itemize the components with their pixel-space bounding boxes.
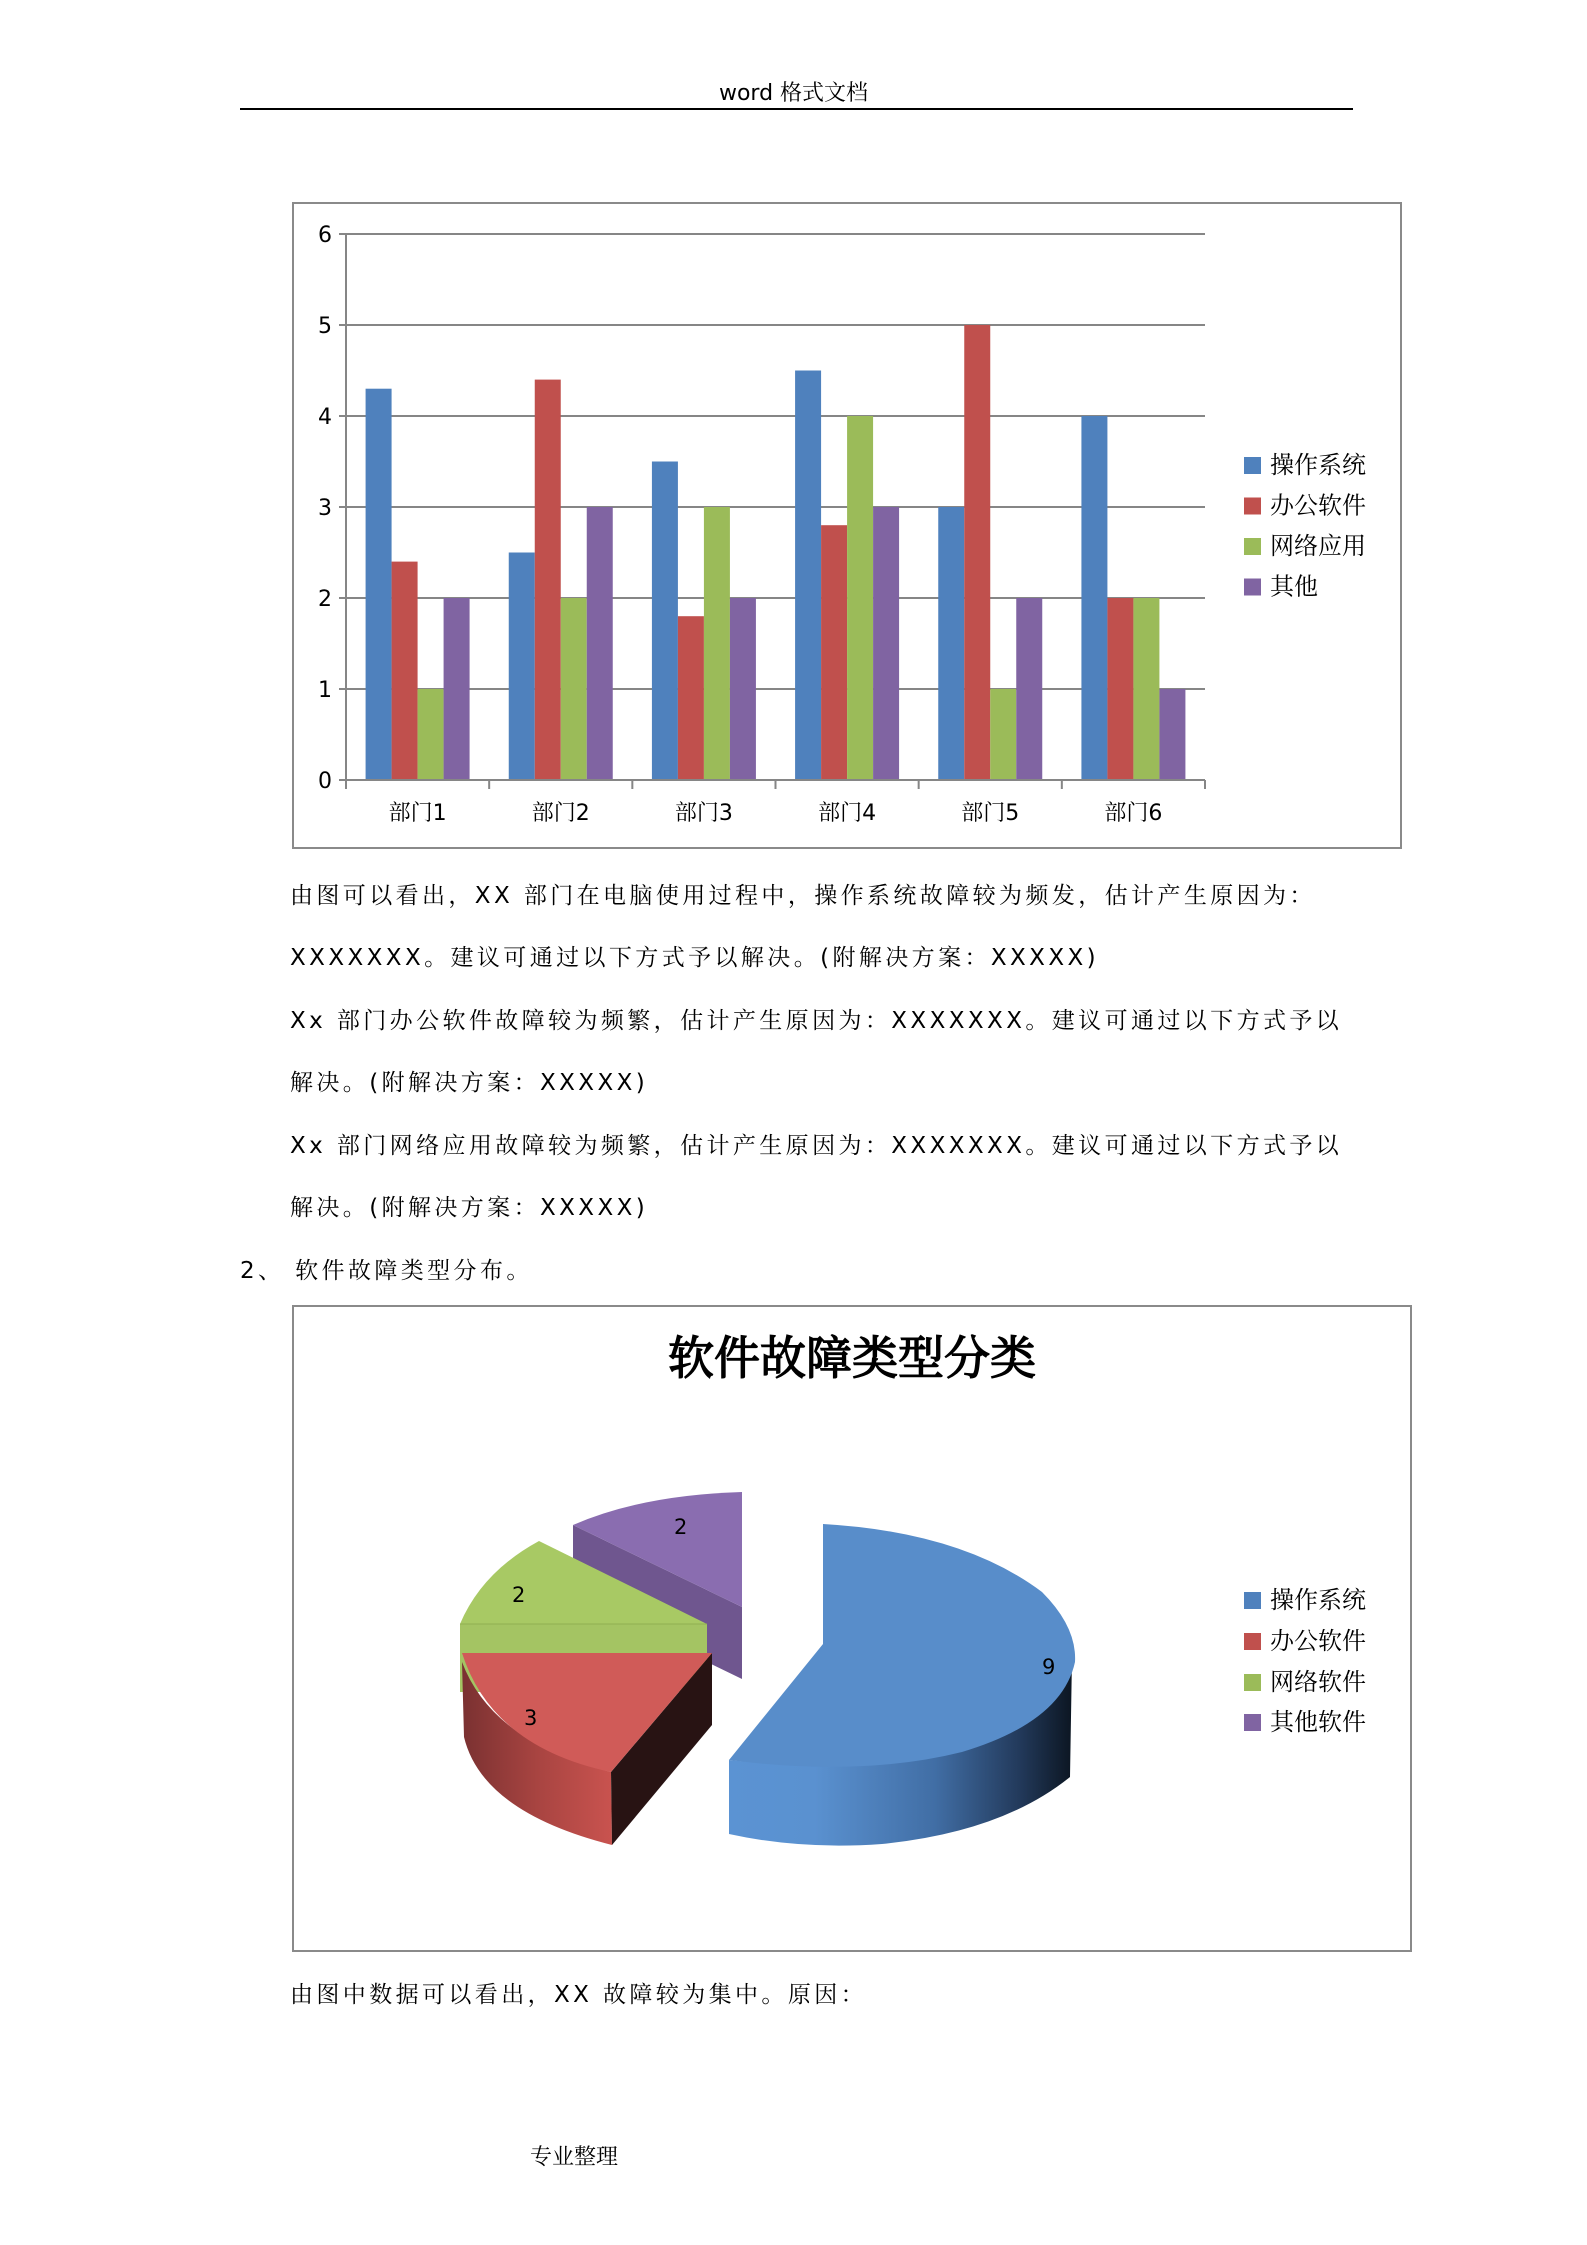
x-tick-label: 部门1 bbox=[388, 801, 447, 826]
y-tick-label: 6 bbox=[318, 223, 332, 248]
legend-label: 网络应用 bbox=[1270, 532, 1366, 560]
bar bbox=[535, 380, 561, 780]
pie-label-other: 2 bbox=[674, 1515, 688, 1539]
x-tick-label: 部门4 bbox=[818, 801, 877, 826]
bar bbox=[1107, 598, 1133, 780]
bar bbox=[704, 507, 730, 780]
bar bbox=[873, 507, 899, 780]
legend-label: 操作系统 bbox=[1270, 451, 1366, 479]
bar bbox=[678, 616, 704, 780]
bar bbox=[1081, 416, 1107, 780]
legend-label: 办公软件 bbox=[1270, 1627, 1366, 1655]
analysis-text-line: 解决。(附解决方案：XXXXX) bbox=[290, 1195, 649, 1221]
analysis-text-line: Xx 部门网络应用故障较为频繁，估计产生原因为：XXXXXXX。建议可通过以下方式予以 bbox=[290, 1133, 1343, 1159]
pie-chart-canvas bbox=[294, 1307, 1410, 1950]
legend-swatch bbox=[1244, 1674, 1261, 1691]
section-heading: 2、 软件故障类型分布。 bbox=[240, 1258, 533, 1284]
bar bbox=[1016, 598, 1042, 780]
bar bbox=[1133, 598, 1159, 780]
pie-slice-office bbox=[462, 1653, 712, 1845]
bar bbox=[366, 389, 392, 780]
x-tick-label: 部门5 bbox=[961, 801, 1020, 826]
bar-y-tick-labels bbox=[318, 223, 332, 794]
bar-axes bbox=[346, 234, 1205, 789]
pie-chart bbox=[292, 1305, 1412, 1952]
bar bbox=[561, 598, 587, 780]
page-footer: 专业整理 bbox=[530, 2145, 619, 2170]
legend-label: 网络软件 bbox=[1270, 1668, 1366, 1696]
bar-legend bbox=[1244, 451, 1366, 601]
pie-label-office: 3 bbox=[524, 1706, 538, 1730]
bar bbox=[652, 462, 678, 781]
y-tick-label: 3 bbox=[318, 496, 332, 521]
legend-swatch bbox=[1244, 457, 1261, 474]
legend-swatch bbox=[1244, 579, 1261, 596]
legend-label: 其他软件 bbox=[1270, 1708, 1366, 1736]
bar bbox=[444, 598, 470, 780]
bar bbox=[990, 689, 1016, 780]
legend-label: 办公软件 bbox=[1270, 491, 1366, 520]
x-tick-label: 部门2 bbox=[531, 801, 590, 826]
page-header: word 格式文档 bbox=[718, 81, 869, 106]
bar bbox=[821, 525, 847, 780]
pie-label-os: 9 bbox=[1042, 1655, 1056, 1679]
analysis-text-line: 由图可以看出，XX 部门在电脑使用过程中，操作系统故障较为频发，估计产生原因为： bbox=[290, 883, 1316, 909]
conclusion-text: 由图中数据可以看出，XX 故障较为集中。原因： bbox=[290, 1982, 868, 2008]
pie-title: 软件故障类型分类 bbox=[668, 1331, 1036, 1385]
bar bbox=[964, 325, 990, 780]
pie-legend bbox=[1244, 1586, 1366, 1736]
bar-x-tick-labels bbox=[389, 801, 1163, 826]
bar bbox=[509, 553, 535, 781]
y-tick-label: 4 bbox=[318, 405, 332, 430]
bar bbox=[795, 371, 821, 781]
bar bbox=[1159, 689, 1185, 780]
bar bbox=[847, 416, 873, 780]
x-tick-label: 部门6 bbox=[1104, 801, 1163, 826]
y-tick-label: 0 bbox=[318, 769, 332, 794]
pie-slice-os bbox=[729, 1524, 1075, 1846]
legend-label: 其他 bbox=[1270, 572, 1318, 601]
bar bbox=[587, 507, 613, 780]
bar bbox=[730, 598, 756, 780]
bar bbox=[418, 689, 444, 780]
header-rule bbox=[240, 108, 1353, 110]
legend-swatch bbox=[1244, 498, 1261, 515]
analysis-text-line: XXXXXXX。建议可通过以下方式予以解决。(附解决方案：XXXXX) bbox=[290, 945, 1100, 971]
legend-swatch bbox=[1244, 538, 1261, 555]
analysis-text-line: Xx 部门办公软件故障较为频繁，估计产生原因为：XXXXXXX。建议可通过以下方式予以 bbox=[290, 1008, 1343, 1034]
bar bbox=[392, 562, 418, 780]
analysis-text-line: 解决。(附解决方案：XXXXX) bbox=[290, 1070, 649, 1096]
bar-chart-canvas bbox=[294, 204, 1400, 847]
pie-label-network: 2 bbox=[512, 1583, 526, 1607]
bar-series bbox=[366, 325, 1186, 780]
legend-label: 操作系统 bbox=[1270, 1586, 1366, 1614]
legend-swatch bbox=[1244, 1592, 1261, 1609]
y-tick-label: 1 bbox=[318, 678, 332, 703]
bar bbox=[938, 507, 964, 780]
bar-chart bbox=[292, 202, 1402, 849]
legend-swatch bbox=[1244, 1714, 1261, 1731]
x-tick-label: 部门3 bbox=[674, 801, 733, 826]
y-tick-label: 5 bbox=[318, 314, 332, 339]
legend-swatch bbox=[1244, 1633, 1261, 1650]
y-tick-label: 2 bbox=[318, 587, 332, 612]
